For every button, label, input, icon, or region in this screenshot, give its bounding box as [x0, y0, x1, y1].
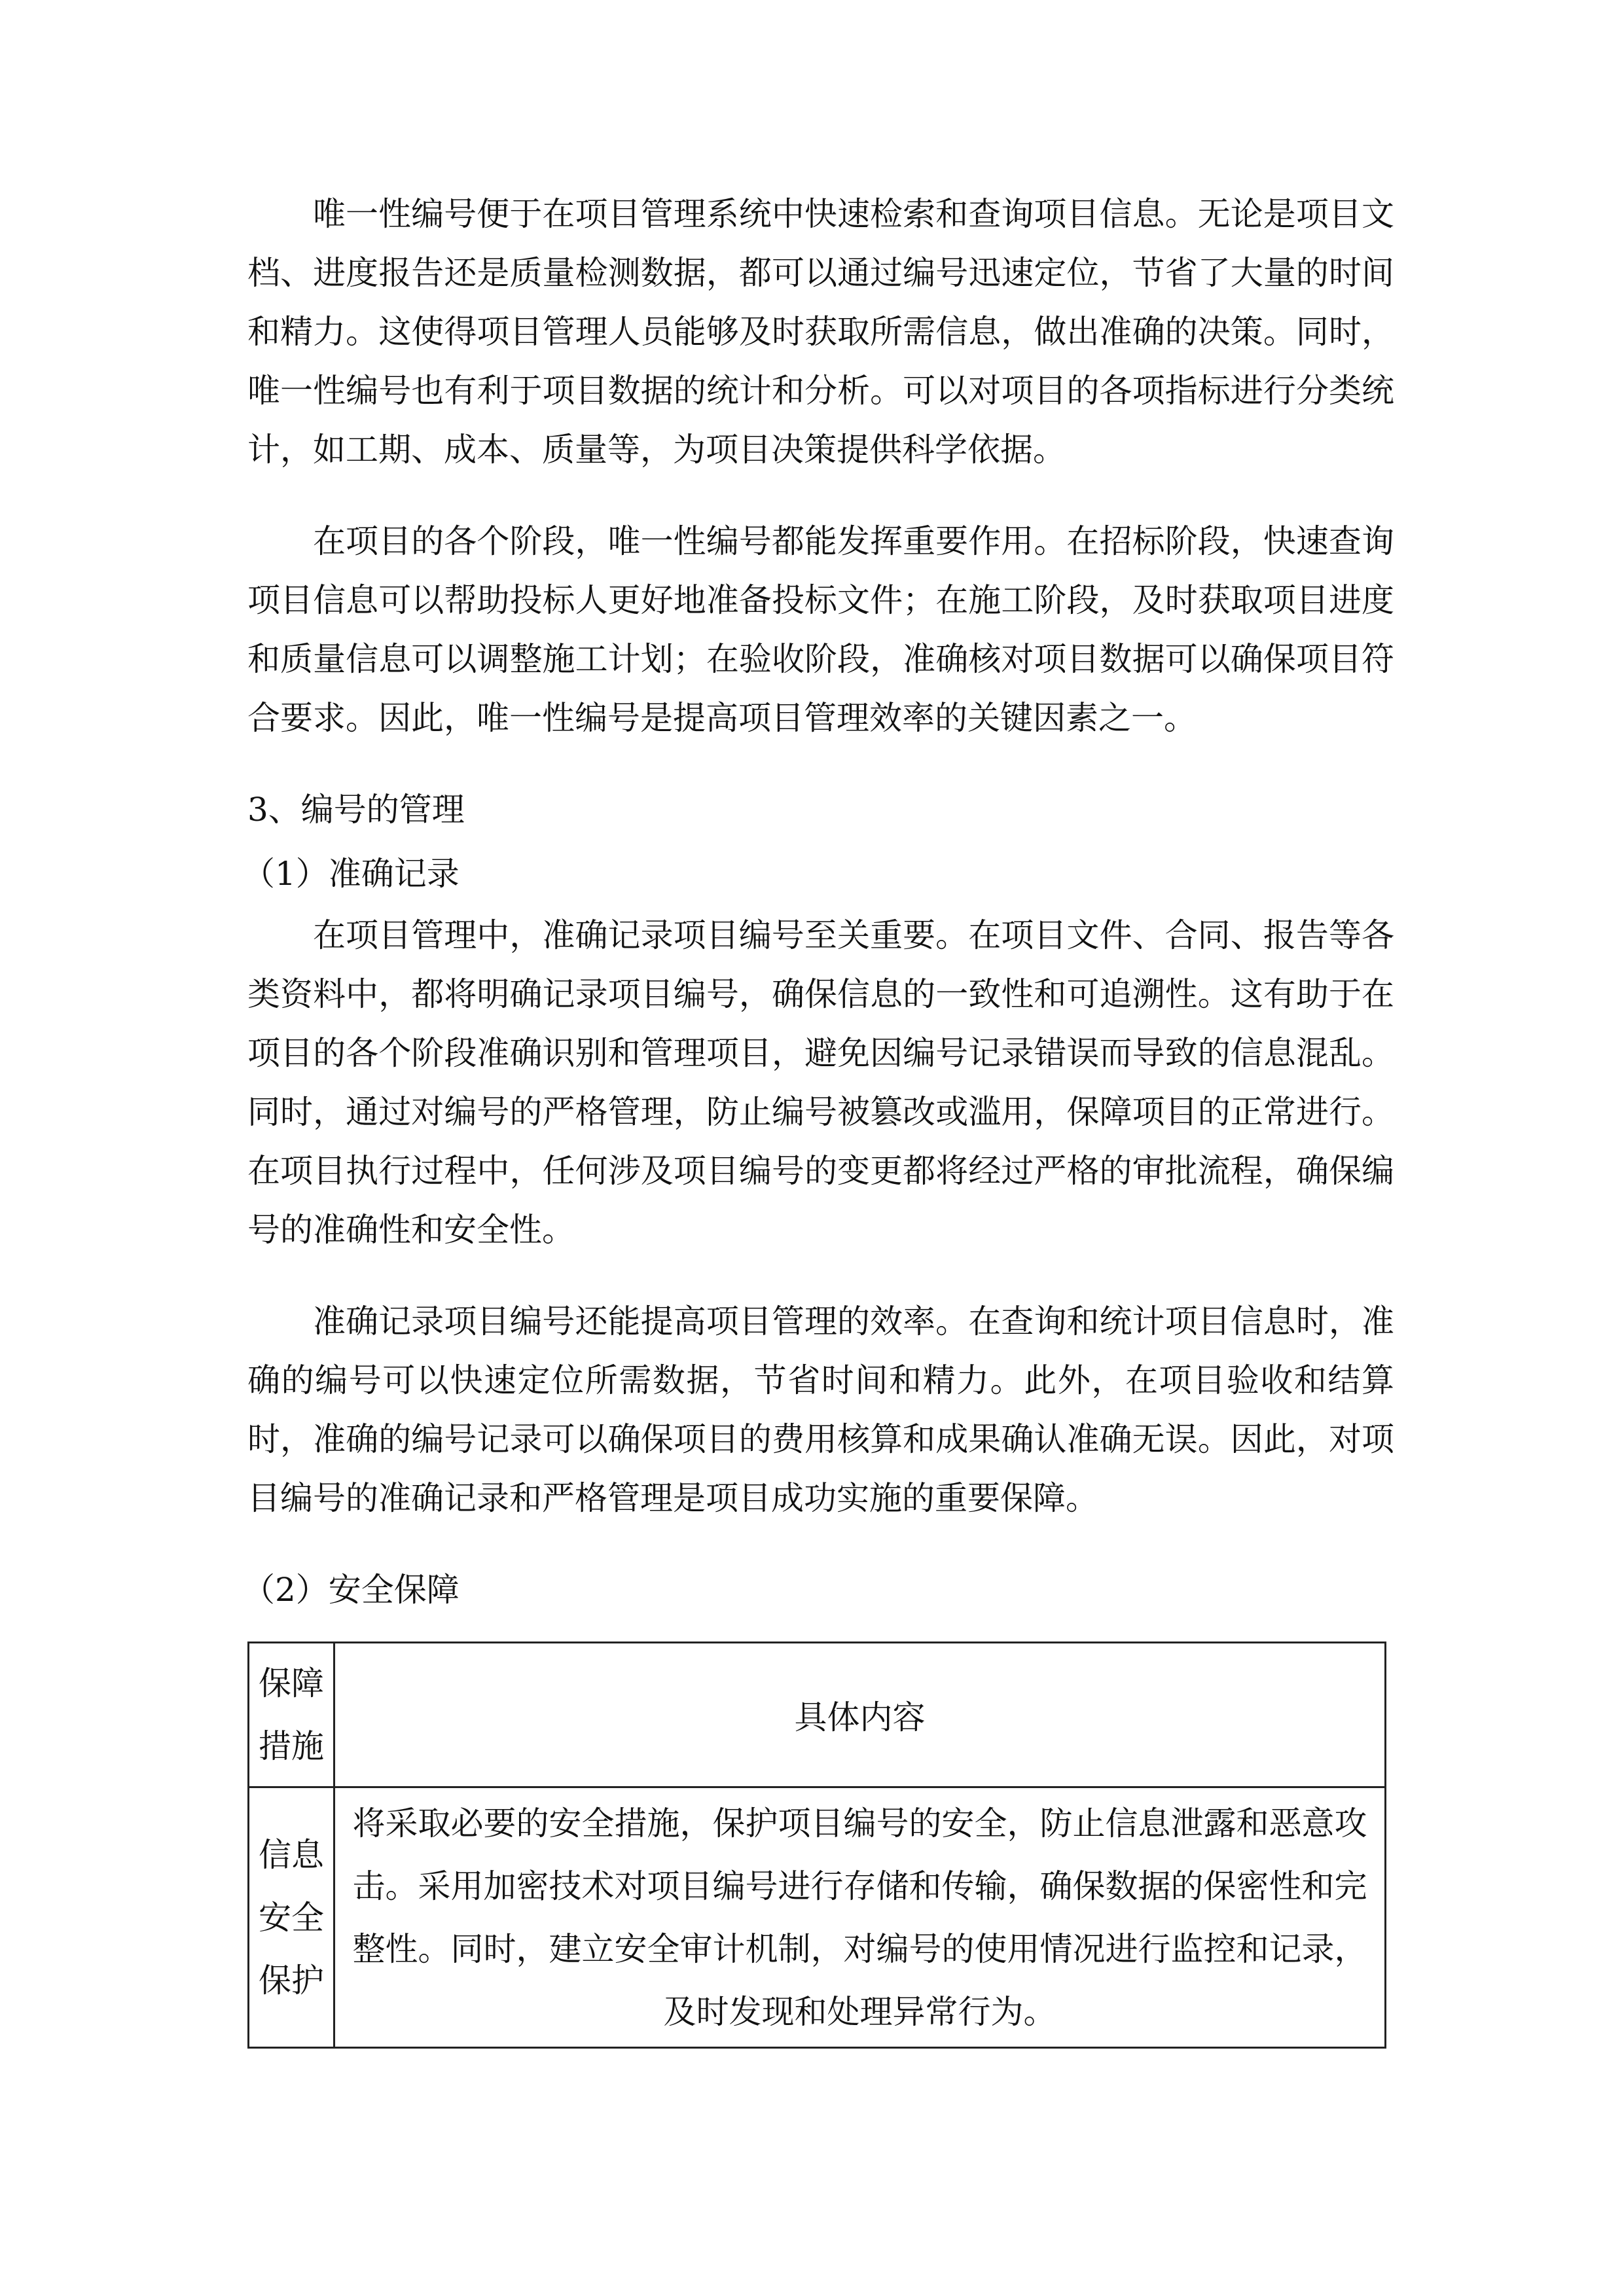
row-content-line: 将采取必要的安全措施，保护项目编号的安全，防止信息泄露和恶意攻	[352, 1804, 1367, 1842]
paragraph-unique-numbering-stages: 在项目的各个阶段，唯一性编号都能发挥重要作用。在招标阶段，快速查询项目信息可以帮助投标人更好地准备投标文件；在施工阶段，及时获取项目进度和质量信息可以调整施工计划；在验收阶段，准确核对项目数据可以确保项目符合要求。因此，唯一性编号是提高项目管理效率的关键因素之一。	[247, 522, 1394, 737]
header-cell-content: 具体内容	[334, 1643, 1386, 1787]
subheading-accurate-recording: （1）准确记录	[242, 855, 460, 893]
header-label-line: 保障	[259, 1664, 324, 1702]
row-label-line: 信息	[259, 1835, 324, 1874]
row-content-line: 整性。同时，建立安全审计机制，对编号的使用情况进行监控和记录，	[352, 1929, 1367, 1968]
row-content-info-security	[334, 1787, 1386, 2048]
table-header-row	[249, 1643, 1386, 1787]
security-measures-table	[247, 1641, 1386, 2049]
paragraph-unique-numbering-retrieval: 唯一性编号便于在项目管理系统中快速检索和查询项目信息。无论是项目文档、进度报告还是质量检测数据，都可以通过编号迅速定位，节省了大量的时间和精力。这使得项目管理人员能够及时获取所需信息，做出准确的决策。同时，唯一性编号也有利于项目数据的统计和分析。可以对项目的各项指标进行分类统计，如工期、成本、质量等，为项目决策提供科学依据。	[247, 195, 1394, 469]
row-label-info-security	[249, 1787, 334, 2048]
paragraph-accurate-recording: 在项目管理中，准确记录项目编号至关重要。在项目文件、合同、报告等各类资料中，都将明确记录项目编号，确保信息的一致性和可追溯性。这有助于在项目的各个阶段准确识别和管理项目，避免因编号记录错误而导致的信息混乱。同时，通过对编号的严格管理，防止编号被篡改或滥用，保障项目的正常进行。在项目执行过程中，任何涉及项目编号的变更都将经过严格的审批流程，确保编号的准确性和安全性。	[247, 916, 1394, 1249]
subheading-security-assurance: （2）安全保障	[242, 1571, 460, 1609]
header-cell-measure	[249, 1643, 334, 1787]
header-label-line: 措施	[259, 1727, 324, 1765]
row-content-line: 击。采用加密技术对项目编号进行存储和传输，确保数据的保密性和完	[352, 1867, 1367, 1905]
table-row	[249, 1787, 1386, 2048]
section-heading-numbering-management: 3、编号的管理	[247, 791, 465, 829]
row-label-line: 安全	[259, 1898, 324, 1937]
paragraph-recording-efficiency: 准确记录项目编号还能提高项目管理的效率。在查询和统计项目信息时，准确的编号可以快速定位所需数据，节省时间和精力。此外，在项目验收和结算时，准确的编号记录可以确保项目的费用核算和成果确认准确无误。因此，对项目编号的准确记录和严格管理是项目成功实施的重要保障。	[247, 1302, 1394, 1517]
row-content-line: 及时发现和处理异常行为。	[663, 1992, 1056, 2031]
row-label-line: 保护	[259, 1961, 324, 2000]
